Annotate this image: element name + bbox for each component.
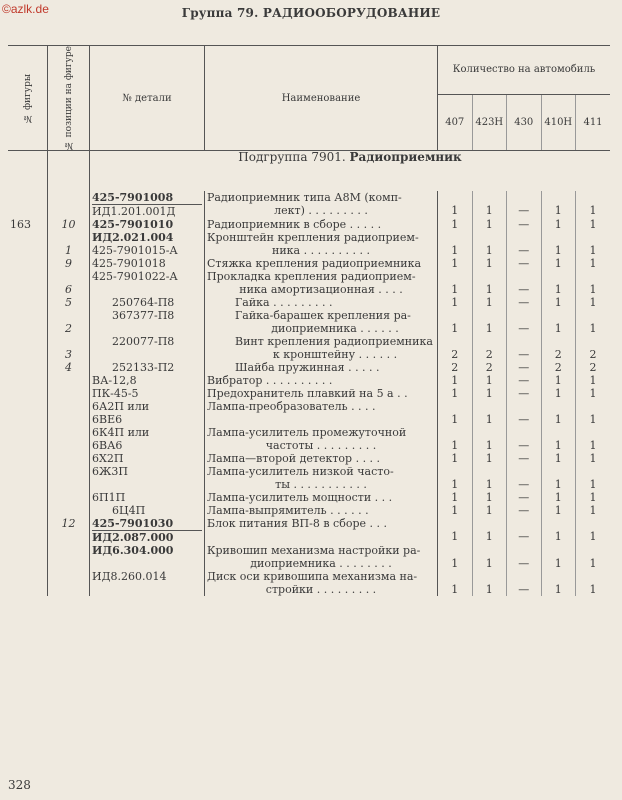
part-number: 425-7901010 — [92, 218, 174, 232]
table-row — [8, 374, 610, 387]
quantity-cell: 1 — [472, 296, 507, 309]
part-number-cell — [90, 400, 205, 426]
position-number — [48, 426, 90, 452]
part-name: Диск оси кривошипа механизма на- — [207, 570, 418, 584]
part-name: Блок питания ВП-8 в сборе . . . — [207, 517, 387, 531]
quantity-cell: 1 — [576, 400, 611, 426]
quantity-cell: — — [507, 570, 542, 596]
table-row — [8, 426, 610, 452]
position-number — [48, 504, 90, 517]
part-name: Лампа-усилитель низкой часто- — [207, 465, 394, 479]
quantity-cell: 1 — [472, 465, 507, 491]
fig-number — [8, 257, 48, 270]
position-number — [48, 465, 90, 491]
part-name-cell — [205, 335, 438, 361]
table-row — [8, 335, 610, 361]
quantity-cell: 1 — [472, 218, 507, 231]
part-name: Лампа-усилитель мощности . . . — [207, 491, 393, 505]
part-name-cell — [205, 426, 438, 452]
part-name-cell — [205, 231, 438, 257]
position-number: 6 — [48, 270, 90, 296]
quantity-cell: 1 — [438, 296, 473, 309]
fig-number — [8, 426, 48, 452]
part-number-cell — [90, 491, 205, 504]
quantity-cell: 1 — [438, 570, 473, 596]
quantity-cell: 1 — [576, 387, 611, 400]
quantity-cell: 1 — [472, 544, 507, 570]
quantity-cell: — — [507, 191, 542, 218]
header-fig-no: № фигуры — [8, 46, 48, 151]
quantity-cell: — — [507, 218, 542, 231]
part-number: 220077-П8 — [112, 335, 175, 349]
part-name: Гайка-барашек крепления ра- — [235, 309, 411, 323]
fig-number — [8, 335, 48, 361]
position-number — [48, 452, 90, 465]
part-name: Радиоприемник в сборе . . . . . — [207, 218, 382, 232]
part-name: диоприемника . . . . . . — [271, 322, 399, 336]
position-number — [48, 387, 90, 400]
quantity-cell: 1 — [541, 504, 576, 517]
part-number: 6П1П — [92, 491, 126, 505]
fig-number — [8, 465, 48, 491]
quantity-cell: 1 — [438, 465, 473, 491]
fig-number — [8, 296, 48, 309]
quantity-cell: 1 — [541, 257, 576, 270]
part-number-cell — [90, 374, 205, 387]
quantity-cell: 1 — [438, 191, 473, 218]
position-number — [48, 400, 90, 426]
quantity-cell: 2 — [472, 335, 507, 361]
header-part-no: № детали — [90, 46, 205, 151]
quantity-cell: — — [507, 491, 542, 504]
fig-number — [8, 570, 48, 596]
part-name: лект) . . . . . . . . . — [274, 204, 368, 218]
quantity-cell: 1 — [541, 387, 576, 400]
quantity-cell: 1 — [541, 465, 576, 491]
part-number: 425-7901015-А — [92, 244, 178, 258]
quantity-cell: — — [507, 452, 542, 465]
part-number: 6К4П или — [92, 426, 150, 440]
part-name-cell — [205, 361, 438, 374]
quantity-cell: — — [507, 387, 542, 400]
header-model: 411 — [576, 94, 611, 150]
part-name-cell — [205, 517, 438, 544]
quantity-cell: 1 — [576, 465, 611, 491]
part-number: 6Ц4П — [112, 504, 146, 518]
part-number-cell — [90, 426, 205, 452]
part-name: Шайба пружинная . . . . . — [235, 361, 380, 375]
quantity-cell: 2 — [541, 361, 576, 374]
quantity-cell: 2 — [576, 335, 611, 361]
table-row — [8, 387, 610, 400]
quantity-cell: 1 — [541, 231, 576, 257]
position-number: 10 — [48, 218, 90, 231]
part-number: 6Ж3П — [92, 465, 128, 479]
position-number: 9 — [48, 257, 90, 270]
part-number: 6А2П или — [92, 400, 150, 414]
fig-number — [8, 191, 48, 218]
quantity-cell: 2 — [472, 361, 507, 374]
part-number: ИД6.304.000 — [92, 544, 174, 558]
quantity-cell: 1 — [576, 231, 611, 257]
part-name-cell — [205, 270, 438, 296]
part-number: ИД2.087.000 — [92, 531, 174, 545]
part-name: Стяжка крепления радиоприемника — [207, 257, 422, 271]
position-number: 3 — [48, 335, 90, 361]
table-row — [8, 517, 610, 544]
part-name-cell — [205, 257, 438, 270]
table-row — [8, 191, 610, 218]
page-number: 328 — [8, 778, 31, 792]
fig-number — [8, 452, 48, 465]
table-row — [8, 491, 610, 504]
quantity-cell: 1 — [472, 231, 507, 257]
table-row — [8, 400, 610, 426]
part-number-cell — [90, 270, 205, 296]
part-number-cell — [90, 570, 205, 596]
part-number: ИД8.260.014 — [92, 570, 167, 584]
part-name: ника . . . . . . . . . . — [271, 244, 371, 258]
position-number — [48, 191, 90, 218]
quantity-cell: 1 — [576, 309, 611, 335]
part-number: 425-7901022-А — [92, 270, 178, 284]
quantity-cell: 1 — [472, 387, 507, 400]
quantity-cell: 1 — [576, 570, 611, 596]
table-row — [8, 231, 610, 257]
part-name-cell — [205, 491, 438, 504]
fig-number — [8, 309, 48, 335]
part-number: ИД2.021.004 — [92, 231, 174, 245]
position-number: 4 — [48, 361, 90, 374]
quantity-cell: 1 — [472, 191, 507, 218]
header-model: 430 — [507, 94, 542, 150]
quantity-cell: — — [507, 309, 542, 335]
fig-number — [8, 387, 48, 400]
part-name: ника амортизационная . . . . — [239, 283, 403, 297]
position-number — [48, 491, 90, 504]
header-model: 410Н — [541, 94, 576, 150]
part-name: к кронштейну . . . . . . — [272, 348, 398, 362]
part-number-cell — [90, 309, 205, 335]
part-number: 252133-П2 — [112, 361, 175, 375]
part-number: 250764-П8 — [112, 296, 175, 310]
subgroup-name: Радиоприемник — [349, 150, 462, 165]
quantity-cell: 1 — [541, 374, 576, 387]
part-number-cell — [90, 465, 205, 491]
quantity-cell: 1 — [438, 400, 473, 426]
position-number — [48, 570, 90, 596]
part-name: Лампа-выпрямитель . . . . . . — [207, 504, 369, 518]
part-number: 6ВЕ6 — [92, 413, 123, 427]
quantity-cell: 1 — [438, 544, 473, 570]
quantity-cell: — — [507, 426, 542, 452]
part-name-cell — [205, 504, 438, 517]
quantity-cell: — — [507, 231, 542, 257]
part-number: 367377-П8 — [112, 309, 175, 323]
part-name: Винт крепления радиоприемника — [235, 335, 433, 349]
part-number-cell — [90, 544, 205, 570]
quantity-cell: 1 — [576, 270, 611, 296]
quantity-cell: 1 — [438, 387, 473, 400]
part-number: ВА-12,8 — [92, 374, 137, 388]
quantity-cell: 1 — [576, 191, 611, 218]
quantity-cell: 1 — [472, 309, 507, 335]
part-name: частоты . . . . . . . . . — [265, 439, 377, 453]
part-number-cell — [90, 504, 205, 517]
quantity-cell: 1 — [541, 426, 576, 452]
part-number: 6Х2П — [92, 452, 124, 466]
part-number-cell — [90, 335, 205, 361]
fig-number — [8, 491, 48, 504]
quantity-cell: — — [507, 335, 542, 361]
part-name: диоприемника . . . . . . . . — [250, 557, 392, 571]
quantity-cell: 1 — [438, 426, 473, 452]
quantity-cell: 1 — [541, 491, 576, 504]
part-number-cell — [90, 257, 205, 270]
part-name: Прокладка крепления радиоприем- — [207, 270, 416, 284]
part-number: 6ВА6 — [92, 439, 123, 453]
quantity-cell: 1 — [576, 517, 611, 544]
parts-table — [8, 45, 610, 596]
quantity-cell: 1 — [472, 504, 507, 517]
table-row — [8, 309, 610, 335]
header-qty-title: Количество на автомобиль — [438, 46, 611, 95]
quantity-cell: 1 — [472, 452, 507, 465]
part-number-cell — [90, 231, 205, 257]
quantity-cell: 1 — [438, 231, 473, 257]
table-row — [8, 257, 610, 270]
quantity-cell: 1 — [541, 270, 576, 296]
part-name: Кривошип механизма настройки ра- — [207, 544, 421, 558]
quantity-cell: — — [507, 517, 542, 544]
fig-number: 163 — [8, 218, 48, 231]
part-name: Лампа—второй детектор . . . . — [207, 452, 381, 466]
part-name: Вибратор . . . . . . . . . . — [207, 374, 333, 388]
quantity-cell: 1 — [576, 257, 611, 270]
part-name: Лампа-усилитель промежуточной — [207, 426, 407, 440]
quantity-cell: 1 — [472, 374, 507, 387]
quantity-cell: — — [507, 400, 542, 426]
quantity-cell: 1 — [438, 504, 473, 517]
part-name: Радиоприемник типа А8М (комп- — [207, 191, 402, 205]
table-row — [8, 296, 610, 309]
quantity-cell: 1 — [438, 309, 473, 335]
quantity-cell: — — [507, 296, 542, 309]
quantity-cell: — — [507, 504, 542, 517]
part-name-cell — [205, 191, 438, 218]
quantity-cell: 2 — [438, 361, 473, 374]
part-number-cell — [90, 361, 205, 374]
quantity-cell: 1 — [472, 570, 507, 596]
part-number: ИД1.201.001Д — [92, 205, 176, 219]
fig-number — [8, 374, 48, 387]
quantity-cell: 1 — [541, 452, 576, 465]
fig-number — [8, 231, 48, 257]
fig-number — [8, 361, 48, 374]
quantity-cell: 1 — [541, 218, 576, 231]
quantity-cell: 1 — [438, 491, 473, 504]
quantity-cell: — — [507, 361, 542, 374]
quantity-cell: 1 — [576, 452, 611, 465]
position-number: 2 — [48, 309, 90, 335]
part-name: Гайка . . . . . . . . . — [235, 296, 333, 310]
quantity-cell: 1 — [438, 517, 473, 544]
part-number: ПК-45-5 — [92, 387, 139, 401]
quantity-cell: — — [507, 270, 542, 296]
part-number-cell — [90, 517, 205, 544]
quantity-cell: 1 — [438, 452, 473, 465]
quantity-cell: 1 — [576, 504, 611, 517]
quantity-cell: 1 — [541, 309, 576, 335]
quantity-cell: — — [507, 257, 542, 270]
quantity-cell: 1 — [576, 374, 611, 387]
quantity-cell: 1 — [472, 491, 507, 504]
position-number: 5 — [48, 296, 90, 309]
quantity-cell: 1 — [472, 426, 507, 452]
part-name: ты . . . . . . . . . . . — [275, 478, 367, 492]
quantity-cell: 1 — [472, 400, 507, 426]
subgroup-prefix: Подгруппа 7901. — [238, 150, 346, 165]
table-row — [8, 504, 610, 517]
part-number-cell — [90, 387, 205, 400]
table-row — [8, 218, 610, 231]
table-row — [8, 270, 610, 296]
fig-number — [8, 544, 48, 570]
quantity-cell: 1 — [472, 517, 507, 544]
fig-number — [8, 270, 48, 296]
quantity-cell: 2 — [576, 361, 611, 374]
part-name: стройки . . . . . . . . . — [265, 583, 377, 597]
part-number: 425-7901018 — [92, 257, 166, 271]
part-name-cell — [205, 400, 438, 426]
part-name-cell — [205, 374, 438, 387]
part-name: Предохранитель плавкий на 5 а . . — [207, 387, 408, 401]
position-number: 12 — [48, 517, 90, 544]
part-name-cell — [205, 387, 438, 400]
quantity-cell: — — [507, 465, 542, 491]
quantity-cell: 1 — [438, 374, 473, 387]
watermark-text: ©azlk.de — [2, 2, 49, 16]
part-name-cell — [205, 465, 438, 491]
quantity-cell: 1 — [576, 544, 611, 570]
quantity-cell: — — [507, 544, 542, 570]
part-name-cell — [205, 544, 438, 570]
table-row — [8, 465, 610, 491]
quantity-cell: — — [507, 374, 542, 387]
header-model: 423Н — [472, 94, 507, 150]
header-pos-no: № позиции на фигуре — [48, 46, 90, 151]
quantity-cell: 1 — [541, 570, 576, 596]
position-number — [48, 544, 90, 570]
quantity-cell: 1 — [472, 257, 507, 270]
quantity-cell: 1 — [472, 270, 507, 296]
part-name-cell — [205, 296, 438, 309]
fig-number — [8, 517, 48, 544]
part-number-cell — [90, 218, 205, 231]
quantity-cell: 1 — [541, 517, 576, 544]
quantity-cell: 1 — [438, 257, 473, 270]
part-number-cell — [90, 452, 205, 465]
quantity-cell: 2 — [438, 335, 473, 361]
quantity-cell: 1 — [576, 296, 611, 309]
quantity-cell: 2 — [541, 335, 576, 361]
quantity-cell: 1 — [438, 218, 473, 231]
table-row — [8, 570, 610, 596]
fig-number — [8, 400, 48, 426]
part-name-cell — [205, 570, 438, 596]
table-row — [8, 544, 610, 570]
quantity-cell: 1 — [541, 400, 576, 426]
part-name: Лампа-преобразователь . . . . — [207, 400, 376, 414]
quantity-cell: 1 — [576, 491, 611, 504]
part-name-cell — [205, 309, 438, 335]
part-name-cell — [205, 452, 438, 465]
fig-number — [8, 504, 48, 517]
part-number: 425-7901008 — [92, 191, 202, 205]
table-row — [8, 361, 610, 374]
header-name: Наименование — [205, 46, 438, 151]
header-model: 407 — [438, 94, 473, 150]
part-name-cell — [205, 218, 438, 231]
quantity-cell: 1 — [438, 270, 473, 296]
page-header: Группа 79. РАДИООБОРУДОВАНИЕ — [181, 6, 441, 20]
quantity-cell: 1 — [541, 191, 576, 218]
part-number-cell — [90, 296, 205, 309]
position-number: 1 — [48, 231, 90, 257]
part-number-cell — [90, 191, 205, 218]
quantity-cell: 1 — [576, 218, 611, 231]
quantity-cell: 1 — [541, 544, 576, 570]
subgroup-title — [90, 151, 611, 192]
position-number — [48, 374, 90, 387]
quantity-cell: 1 — [576, 426, 611, 452]
quantity-cell: 1 — [541, 296, 576, 309]
table-row — [8, 452, 610, 465]
part-number: 425-7901030 — [92, 517, 202, 531]
part-name: Кронштейн крепления радиоприем- — [207, 231, 419, 245]
